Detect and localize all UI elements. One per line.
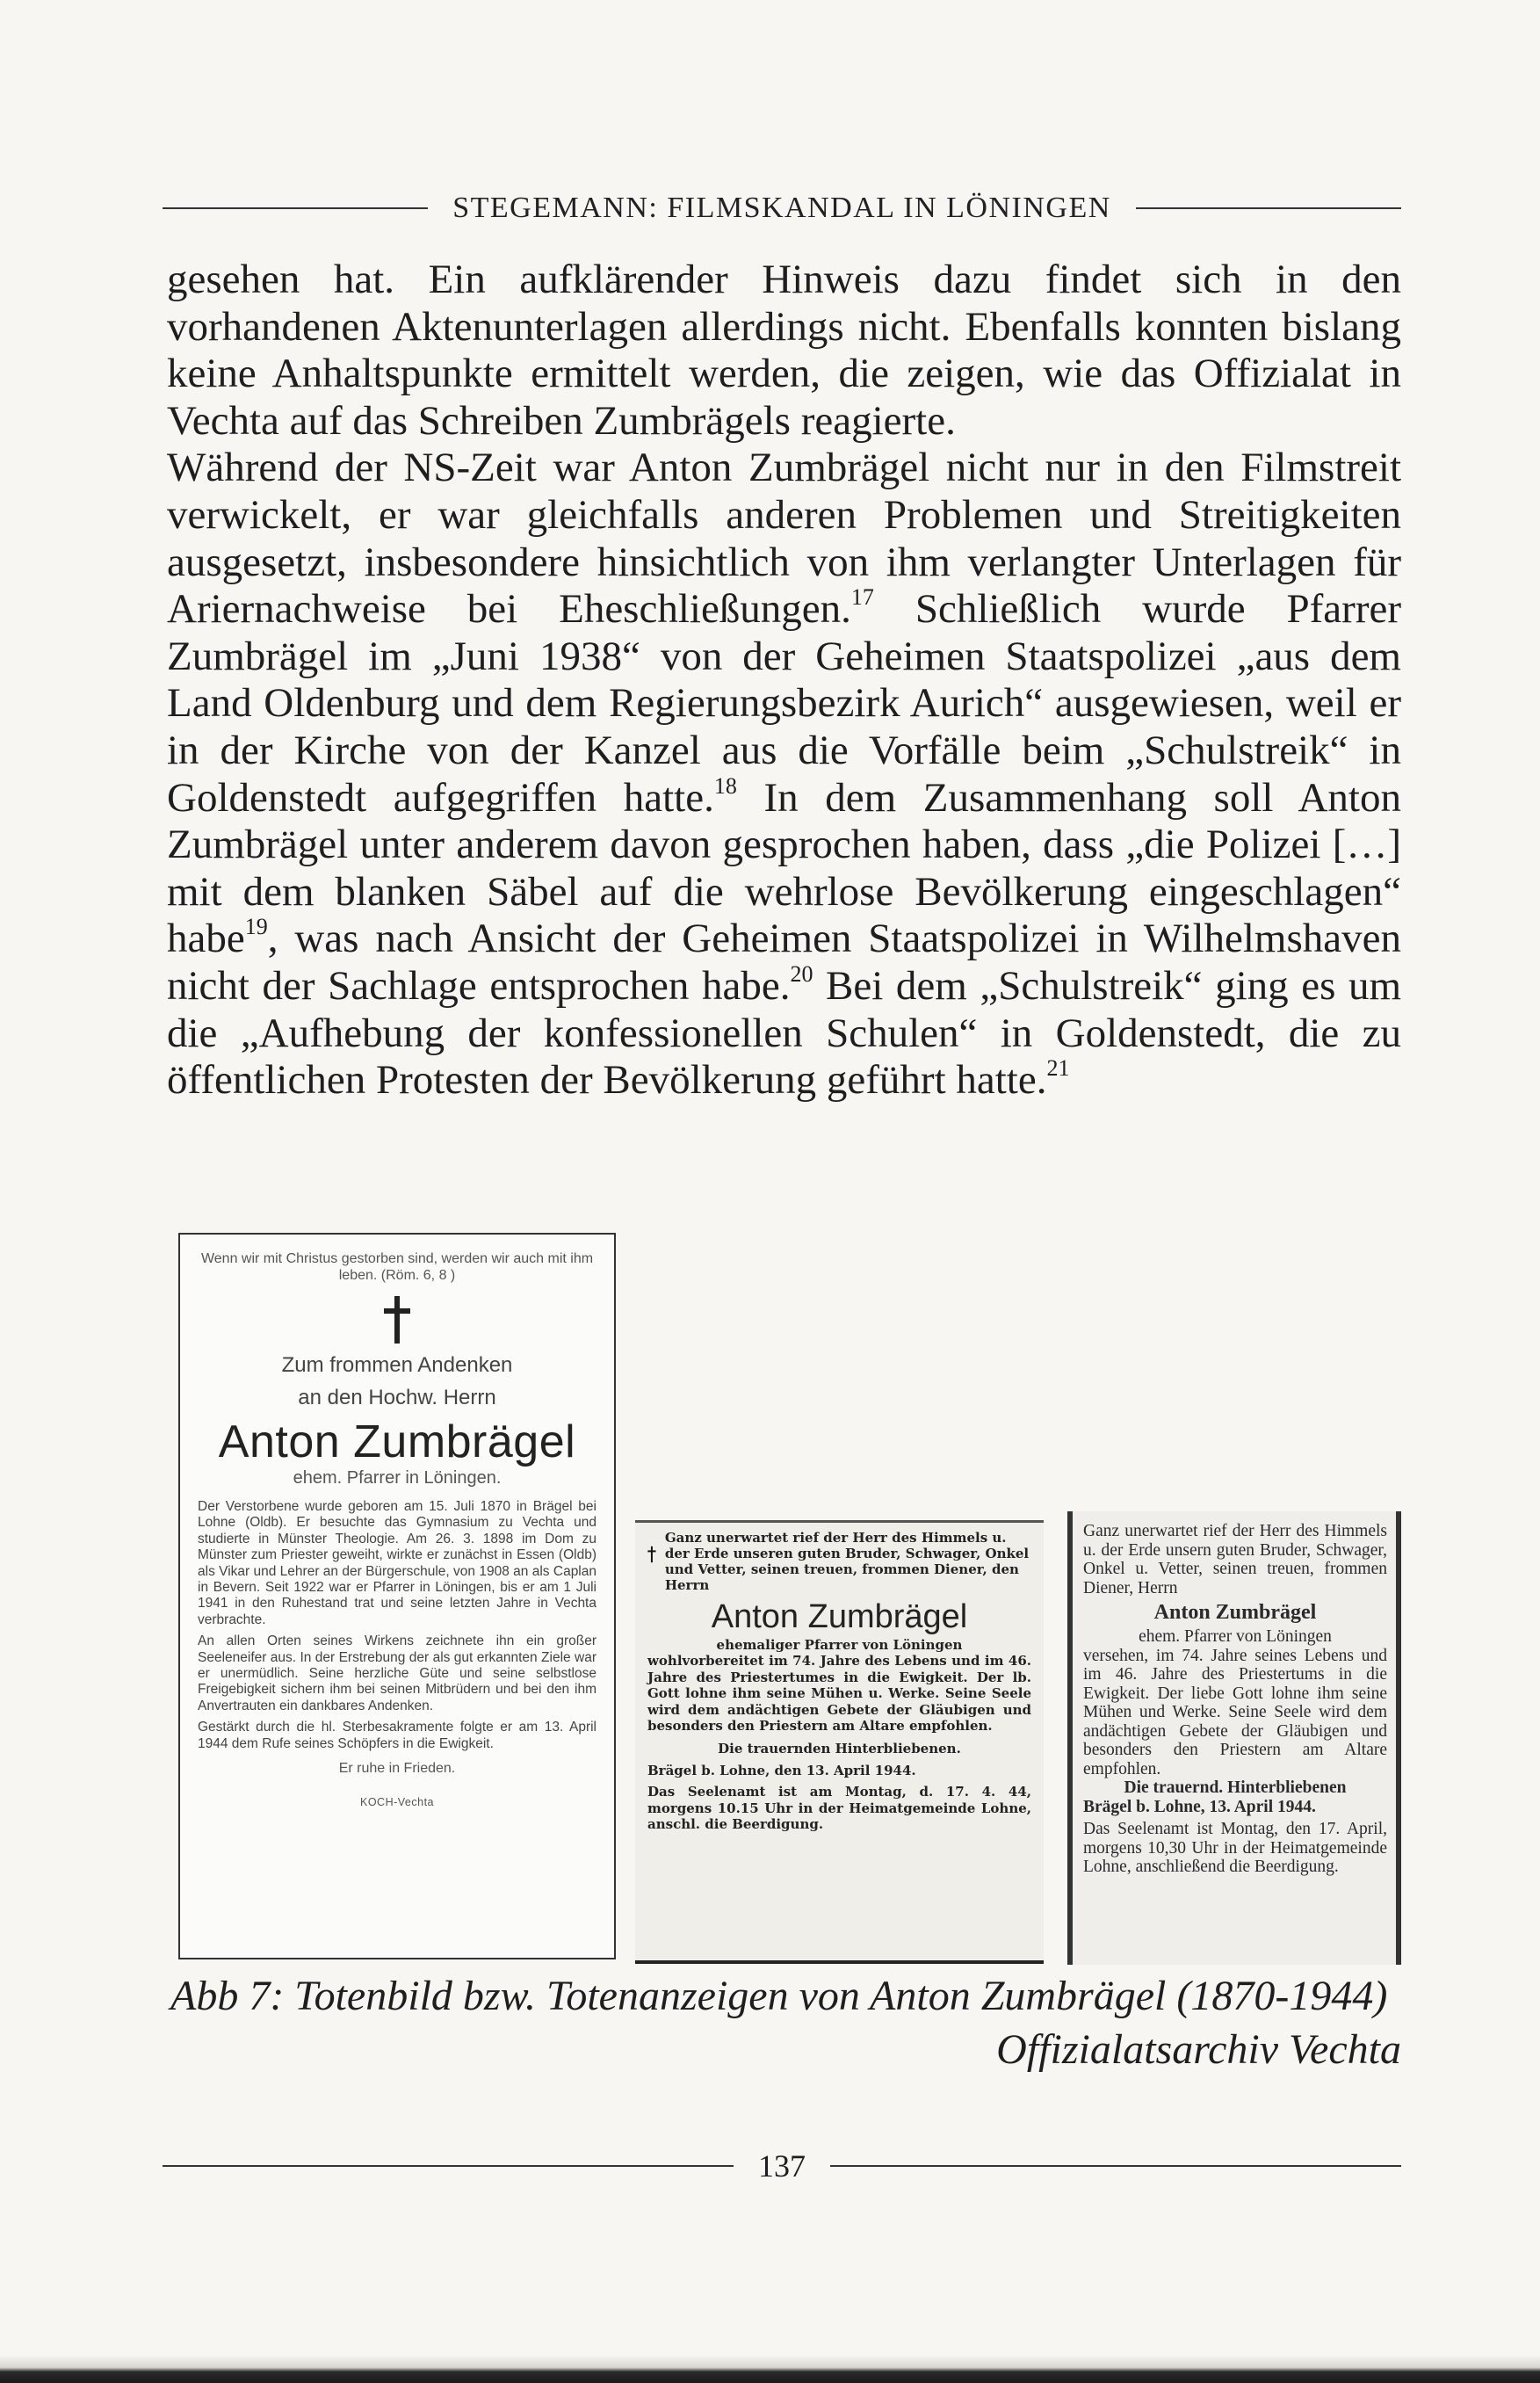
figure-caption: Abb 7: Totenbild bzw. Totenanzeigen von Anton Zumbrägel (1870-1944) [170, 1973, 1388, 2019]
header-rule-right [1136, 207, 1401, 209]
notice-right-intro: Ganz unerwartet rief der Herr des Himmels u. der Erde unsern guten Bruder, Schwager, Onkel u. Vetter, seinen treuen, frommen Diener, Herrn [1083, 1522, 1387, 1597]
footer-rule-right [830, 2165, 1401, 2167]
footnote-ref-19: 19 [244, 914, 268, 940]
card-verse-ref: (Röm. 6, 8 ) [380, 1268, 456, 1283]
notice-right-place-date: Brägel b. Lohne, 13. April 1944. [1083, 1797, 1316, 1816]
notice-middle-place-date: Brägel b. Lohne, den 13. April 1944. [647, 1762, 916, 1778]
card-verse-text: Wenn wir mit Christus gestorben sind, werden wir auch mit ihm leben. [200, 1251, 594, 1283]
card-verse [198, 1250, 596, 1284]
paragraph-2-part-e: Bei dem „Schulstreik“ ging es um die „Aufhebung der konfessionellen Schulen“ in Goldenstedt, die zu öffentlichen Protesten der Bevölkerung geführt hatte. [167, 962, 1401, 1104]
footnote-ref-20: 20 [790, 960, 813, 987]
paragraph-2-part-b: Schließlich wurde Pfarrer Zumbrägel im „Juni 1938“ von der Geheimen Staatspolizei „aus dem Land Oldenburg und dem Regierungsbezirk Aurich“ ausgewiesen, weil er in der Kirche von der Kanzel aus die Vorfälle beim „Schulstreik“ in Goldenstedt aufgegriffen hatte. [167, 586, 1401, 821]
card-memorial-line-2: an den Hochw. Herrn [298, 1386, 496, 1409]
notice-middle-mourners: Die trauernden Hinterbliebenen. [718, 1741, 961, 1757]
card-biography-3: Gestärkt durch die hl. Sterbesakramente folgte er am 13. April 1944 dem Rufe seines Schöpfers in die Ewigkeit. [198, 1720, 596, 1751]
notice-middle-title: ehemaliger Pfarrer von Löningen [716, 1637, 963, 1653]
card-peace: Er ruhe in Frieden. [338, 1761, 456, 1777]
notice-middle-intro: Ganz unerwartet rief der Herr des Himmels u. der Erde unseren guten Bruder, Schwager, Onkel und Vetter, seinen treuen, frommen Diener, den Herrn [664, 1530, 1030, 1593]
scan-edge [0, 2355, 1540, 2383]
notice-right-funeral: Das Seelenamt ist Montag, den 17. April, morgens 10,30 Uhr in der Heimatgemeinde Lohne, anschließend die Beerdigung. [1083, 1820, 1387, 1876]
running-title: STEGEMANN: FILMSKANDAL IN LÖNINGEN [452, 192, 1111, 224]
death-notice-middle [635, 1520, 1044, 1964]
figure-source: Offizialatsarchiv Vechta [996, 2026, 1401, 2073]
footnote-ref-21: 21 [1046, 1055, 1070, 1082]
header-rule-left [163, 207, 428, 209]
notice-middle-funeral: Das Seelenamt ist am Montag, d. 17. 4. 44, morgens 10.15 Uhr in der Heimatgemeinde Lohne, anschl. die Beerdigung. [647, 1784, 1031, 1833]
card-printer: KOCH-Vechta [359, 1796, 434, 1809]
notice-middle-head [647, 1530, 1031, 1593]
footnote-ref-18: 18 [713, 772, 737, 799]
page-footer [163, 2144, 1401, 2188]
notice-middle-name: Anton Zumbrägel [711, 1598, 968, 1635]
notice-right-name: Anton Zumbrägel [1153, 1601, 1317, 1624]
card-subtitle: ehem. Pfarrer in Löningen. [293, 1468, 502, 1488]
cross-icon [382, 1296, 412, 1344]
cross-icon [647, 1530, 656, 1579]
paragraph-1: gesehen hat. Ein aufklärender Hinweis dazu findet sich in den vorhandenen Aktenunterlagen allerdings nicht. Ebenfalls konnten bislang keine Anhaltspunkte ermittelt werden, die zeigen, wie das Offizialat in Vechta auf das Schreiben Zumbrägels reagierte. [167, 257, 1401, 444]
card-deceased-name: Anton Zumbrägel [218, 1416, 576, 1467]
body-text [167, 257, 1401, 1105]
running-head [163, 186, 1401, 230]
card-memorial-line-1: Zum frommen Andenken [281, 1353, 513, 1377]
page-number: 137 [758, 2148, 806, 2184]
paragraph-2-part-d: , was nach Ansicht der Geheimen Staatspolizei in Wilhelmshaven nicht der Sachlage entsprochen habe. [167, 916, 1401, 1009]
paragraph-2 [167, 445, 1401, 1104]
card-biography-1: Der Verstorbene wurde geboren am 15. Juli 1870 in Brägel bei Lohne (Oldb). Er besuchte das Gymnasium zu Vechta und studierte in Münster Theologie. Am 26. 3. 1898 im Dom zu Münster zum Priester geweiht, wirkte er zunächst in Essen (Oldb) als Vikar und Lehrer an der Bürgerschule, von 1908 an als Caplan in Bevern. Seit 1922 war er Pfarrer in Löningen, bis er am 1 Juli 1941 in den Ruhestand trat und seine letzten Jahre in Vechta verbrachte. [198, 1499, 596, 1627]
footnote-ref-17: 17 [850, 584, 874, 611]
notice-right-title: ehem. Pfarrer von Löningen [1139, 1627, 1332, 1646]
death-notice-right [1067, 1511, 1401, 1965]
paragraph-2-part-c: In dem Zusammenhang soll Anton Zumbrägel unter anderem davon gesprochen haben, dass „die Polizei […] mit dem blanken Säbel auf die wehrlose Bevölkerung eingeschlagen“ habe [167, 774, 1401, 962]
paragraph-2-part-a: Während der NS-Zeit war Anton Zumbrägel nicht nur in den Filmstreit verwickelt, er war gleichfalls anderen Problemen und Streitigkeiten ausgesetzt, insbesondere hinsichtlich von ihm verlangter Unterlagen für Ariernachweise bei Eheschließungen. [167, 445, 1401, 633]
notice-right-text: versehen, im 74. Jahre seines Lebens und im 46. Jahre des Priestertums in die Ewigkeit. Der liebe Gott lohne ihm seine Mühen und Werke. Seine Seele wird dem andächtigen Gebete der Gläubigen und besonders den Priestern am Altare empfohlen. [1083, 1646, 1387, 1778]
memorial-card [178, 1233, 616, 1959]
footer-rule-left [163, 2165, 734, 2167]
notice-right-mourners: Die trauernd. Hinterbliebenen [1124, 1778, 1347, 1797]
notice-middle-text: wohlvorbereitet im 74. Jahre des Lebens und im 46. Jahre des Priestertumes in die Ewigkeit. Der lb. Gott lohne ihm seine Mühen u. Werke. Seine Seele wird dem andächtigen Gebete der Gläubigen und besonders den Priestern am Altare empfohlen. [647, 1653, 1031, 1735]
card-biography-2: An allen Orten seines Wirkens zeichnete ihn ein großer Seeleneifer aus. In der Erstrebung der als gut erkannten Ziele war er unermüdlich. Seine herzliche Güte und seine selbstlose Freigebigkeit sichern ihm bei seinen Mitbrüdern und bei den ihm Anvertrauten ein dankbares Andenken. [198, 1633, 596, 1713]
